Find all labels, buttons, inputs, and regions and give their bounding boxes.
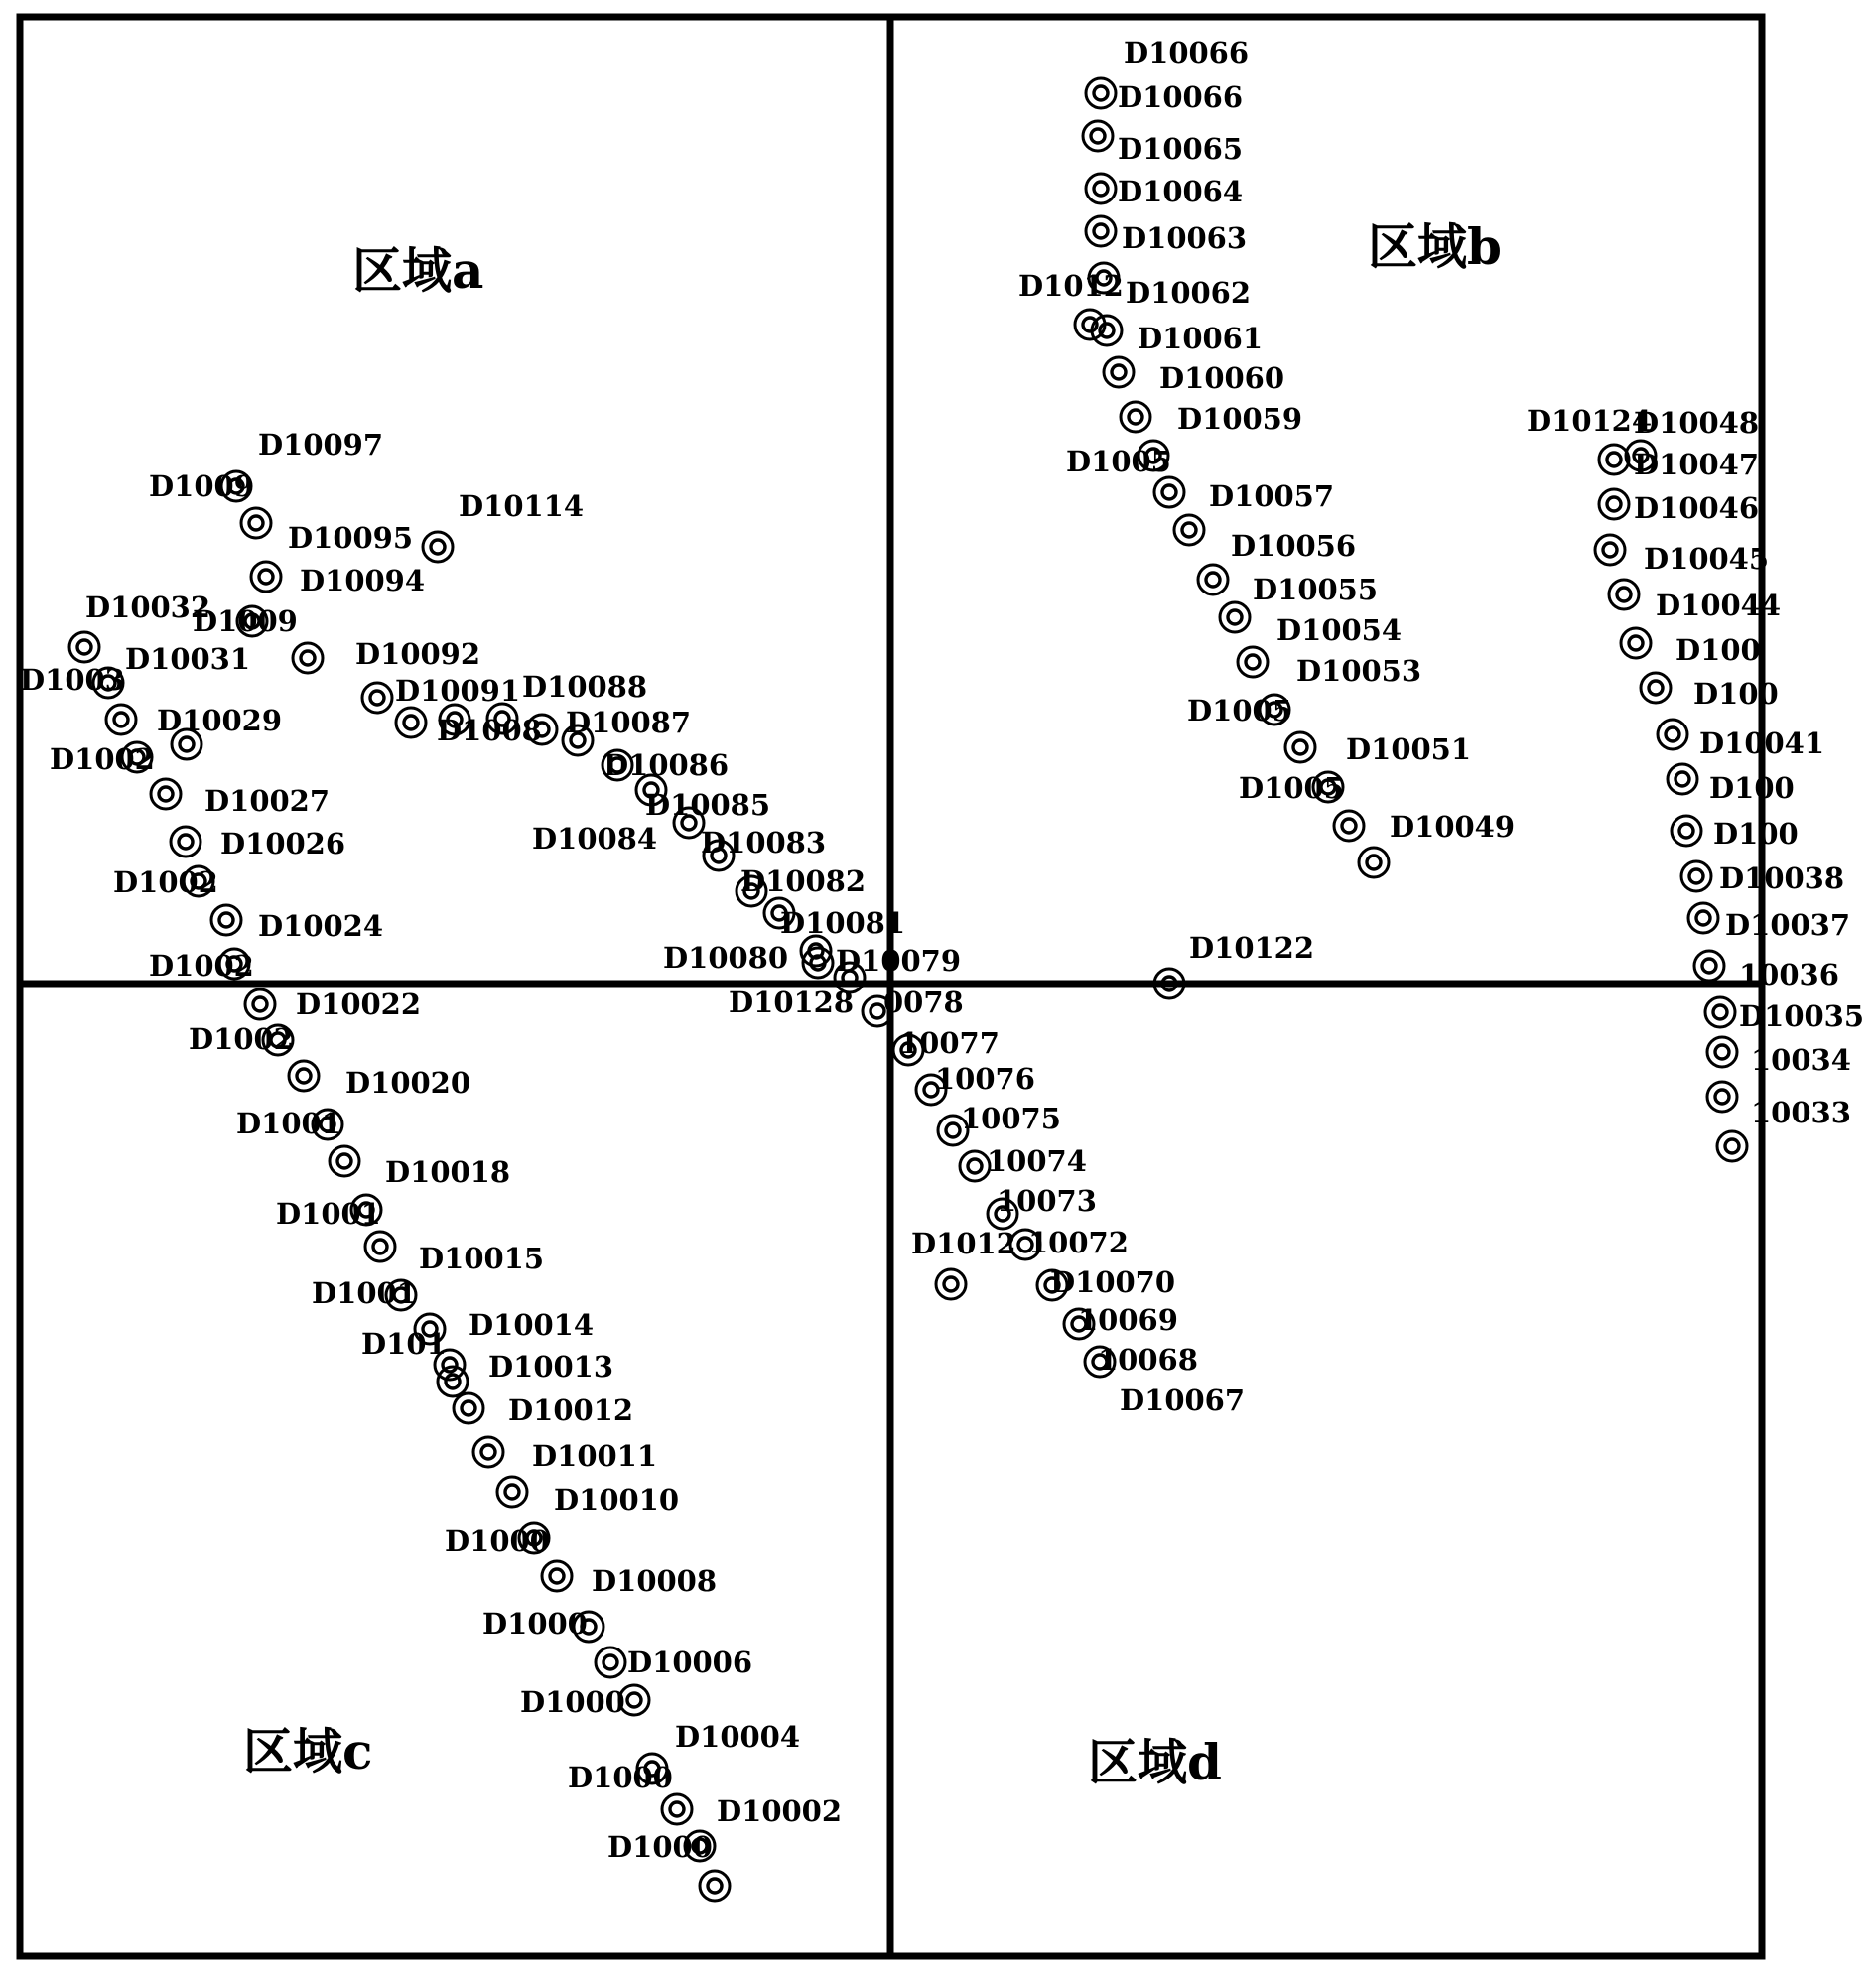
point-marker (211, 905, 241, 935)
point-label: D10048 (1634, 406, 1760, 440)
point-label: 10073 (997, 1184, 1097, 1218)
point-label: D10012 (508, 1393, 634, 1427)
point-marker (365, 1232, 395, 1261)
point-marker (293, 643, 323, 673)
point-marker (497, 1477, 527, 1507)
point-label: D10006 (627, 1646, 753, 1679)
point-label: D1000 (482, 1607, 588, 1641)
point-label: D10056 (1231, 529, 1357, 563)
point-marker (1174, 515, 1204, 545)
point-marker (151, 779, 181, 809)
region-label-a: 区域a (352, 241, 484, 300)
point-label: D100 (1693, 677, 1779, 711)
point-label: D1001 (276, 1197, 381, 1231)
point-label: D10079 (836, 944, 962, 978)
point-marker (936, 1269, 966, 1299)
point-label: D10066 (1118, 80, 1244, 114)
point-label: D10065 (1118, 132, 1244, 166)
point-marker (1334, 811, 1364, 841)
point-label: D10063 (1122, 221, 1248, 255)
point-label: D1000 (520, 1685, 625, 1719)
point-marker (1086, 174, 1116, 203)
point-label: D10092 (355, 637, 481, 671)
point-label: D10081 (780, 906, 906, 940)
point-label: D10094 (300, 564, 426, 597)
point-label: D10004 (675, 1720, 801, 1754)
point-label: D10029 (157, 704, 283, 737)
point-label: D10014 (469, 1308, 595, 1342)
point-label: D10018 (385, 1155, 511, 1189)
point-marker (1086, 216, 1116, 246)
point-label: D1012 (1018, 269, 1124, 303)
point-label: D10082 (740, 864, 867, 898)
point-label: D10097 (258, 428, 384, 461)
point-label: D10061 (1138, 322, 1264, 355)
point-label: D10080 (663, 941, 789, 975)
point-label: D10038 (1719, 861, 1845, 895)
point-label: D10083 (701, 826, 827, 859)
point-marker (1641, 673, 1671, 703)
point-label: D10066 (1124, 36, 1250, 69)
point-label: D10114 (459, 489, 585, 523)
point-label: D10091 (395, 674, 521, 708)
point-label: D1002 (149, 949, 254, 983)
point-label: D1012 (911, 1227, 1016, 1260)
point-label: 10034 (1751, 1043, 1851, 1077)
point-label: D10035 (1739, 999, 1865, 1033)
point-marker (1092, 316, 1122, 345)
point-marker (1198, 565, 1228, 594)
point-marker (106, 705, 136, 734)
point-label: D1009 (193, 604, 298, 638)
point-label: D10032 (85, 591, 211, 624)
point-marker (245, 989, 275, 1019)
point-label: D10020 (345, 1066, 471, 1100)
point-label: D10047 (1634, 448, 1760, 481)
point-label: D10008 (592, 1564, 718, 1598)
point-marker (1595, 535, 1625, 565)
point-label: 0078 (883, 986, 964, 1019)
point-marker (1104, 357, 1134, 387)
point-label: D10026 (220, 827, 346, 860)
point-label: D10022 (296, 988, 422, 1021)
point-label: D10124 (1527, 404, 1653, 438)
point-label: 10074 (987, 1144, 1087, 1178)
point-label: D1000 (445, 1524, 550, 1558)
region-label-b: 区域b (1368, 217, 1502, 276)
point-label: D10041 (1699, 726, 1825, 760)
point-label: D10010 (554, 1483, 680, 1516)
point-label: D10053 (1296, 654, 1422, 688)
point-label: 10077 (899, 1026, 1000, 1060)
point-label: D10070 (1050, 1265, 1176, 1299)
point-label: D1002 (113, 865, 218, 899)
region-label-d: 区域d (1088, 1733, 1222, 1791)
point-label: 10068 (1098, 1343, 1198, 1377)
point-marker (1154, 477, 1184, 507)
point-marker (171, 827, 201, 857)
point-marker (1707, 1082, 1737, 1112)
point-marker (1083, 121, 1113, 151)
point-marker (1681, 861, 1711, 891)
point-label: 10075 (961, 1102, 1061, 1135)
point-marker (362, 683, 392, 713)
point-marker (1359, 848, 1389, 877)
point-marker (1668, 764, 1697, 794)
point-marker (1658, 720, 1687, 749)
point-label: D10024 (258, 909, 384, 943)
point-marker (330, 1146, 359, 1176)
point-marker (1705, 997, 1735, 1027)
point-label: 10069 (1078, 1303, 1178, 1337)
point-label: 10033 (1751, 1096, 1851, 1129)
point-label: D10054 (1276, 613, 1403, 647)
point-label: D10037 (1725, 908, 1851, 942)
point-marker (1707, 1037, 1737, 1067)
point-label: D10046 (1634, 491, 1760, 525)
point-label: D1000 (607, 1830, 713, 1864)
point-label: D10067 (1120, 1384, 1246, 1417)
point-label: D1005 (1239, 771, 1344, 805)
point-marker (1609, 580, 1639, 609)
point-label: D1009 (149, 469, 254, 503)
point-marker (700, 1871, 730, 1901)
point-label: D1001 (312, 1276, 417, 1310)
point-label: D1001 (236, 1107, 341, 1140)
point-label: D10055 (1253, 573, 1379, 606)
point-label: D10057 (1209, 479, 1335, 513)
point-label: D10015 (419, 1242, 545, 1275)
point-label: D1008 (437, 714, 542, 747)
point-label: D1005 (1187, 694, 1292, 727)
point-label: D100 (1709, 771, 1795, 805)
point-label: D10088 (522, 670, 648, 704)
point-marker (241, 508, 271, 538)
point-marker (1672, 816, 1701, 846)
point-marker (1688, 903, 1718, 933)
point-label: D10095 (288, 521, 414, 555)
point-marker (596, 1648, 625, 1677)
point-label: D10051 (1346, 732, 1472, 766)
point-marker (1599, 445, 1629, 474)
point-label: D1000 (568, 1761, 673, 1794)
point-label: D10013 (488, 1350, 614, 1384)
point-label: D10085 (645, 788, 771, 822)
point-label: D10086 (603, 748, 730, 782)
point-label: D10122 (1189, 931, 1315, 965)
point-label: D10049 (1390, 810, 1516, 844)
point-label: D10002 (717, 1794, 843, 1828)
point-label: D10087 (566, 706, 692, 739)
point-label: D10128 (729, 986, 855, 1019)
point-marker (1285, 732, 1315, 762)
point-label: D100 (1713, 817, 1799, 851)
point-label: 10076 (935, 1062, 1035, 1096)
point-label: D10084 (532, 822, 658, 856)
point-marker (1238, 647, 1268, 677)
point-marker (396, 708, 426, 737)
point-label: D10011 (532, 1439, 658, 1473)
point-label: 10072 (1028, 1226, 1129, 1259)
point-label: D10059 (1177, 402, 1303, 436)
point-marker (454, 1393, 483, 1423)
point-marker (1621, 628, 1651, 658)
point-marker (473, 1437, 503, 1467)
point-marker (423, 532, 453, 562)
region-label-c: 区域c (243, 1722, 373, 1780)
point-label: D10027 (204, 784, 331, 818)
point-marker (1599, 489, 1629, 519)
point-marker (1717, 1131, 1747, 1161)
point-label: D10045 (1644, 542, 1770, 576)
point-label: D1002 (50, 742, 155, 776)
point-label: D1005 (1066, 445, 1171, 478)
point-label: D1002 (189, 1022, 294, 1056)
point-label: D1003 (20, 663, 125, 697)
point-label: D100 (1675, 633, 1761, 667)
point-label: 10036 (1739, 958, 1839, 991)
point-marker (289, 1061, 319, 1091)
point-marker (662, 1794, 692, 1824)
point-marker (960, 1151, 990, 1181)
point-label: D10060 (1159, 361, 1285, 395)
point-labels (20, 36, 1864, 1864)
point-label: D10064 (1118, 175, 1244, 208)
point-label: D101 (361, 1327, 447, 1361)
point-marker (1121, 402, 1150, 432)
point-marker (251, 562, 281, 592)
point-marker (69, 632, 99, 662)
point-label: D10062 (1126, 276, 1252, 310)
point-label: D10044 (1656, 589, 1782, 622)
point-marker (542, 1561, 572, 1591)
point-marker (1694, 951, 1724, 981)
point-label: D10031 (125, 642, 251, 676)
point-marker (1086, 78, 1116, 108)
point-marker (1220, 602, 1250, 632)
